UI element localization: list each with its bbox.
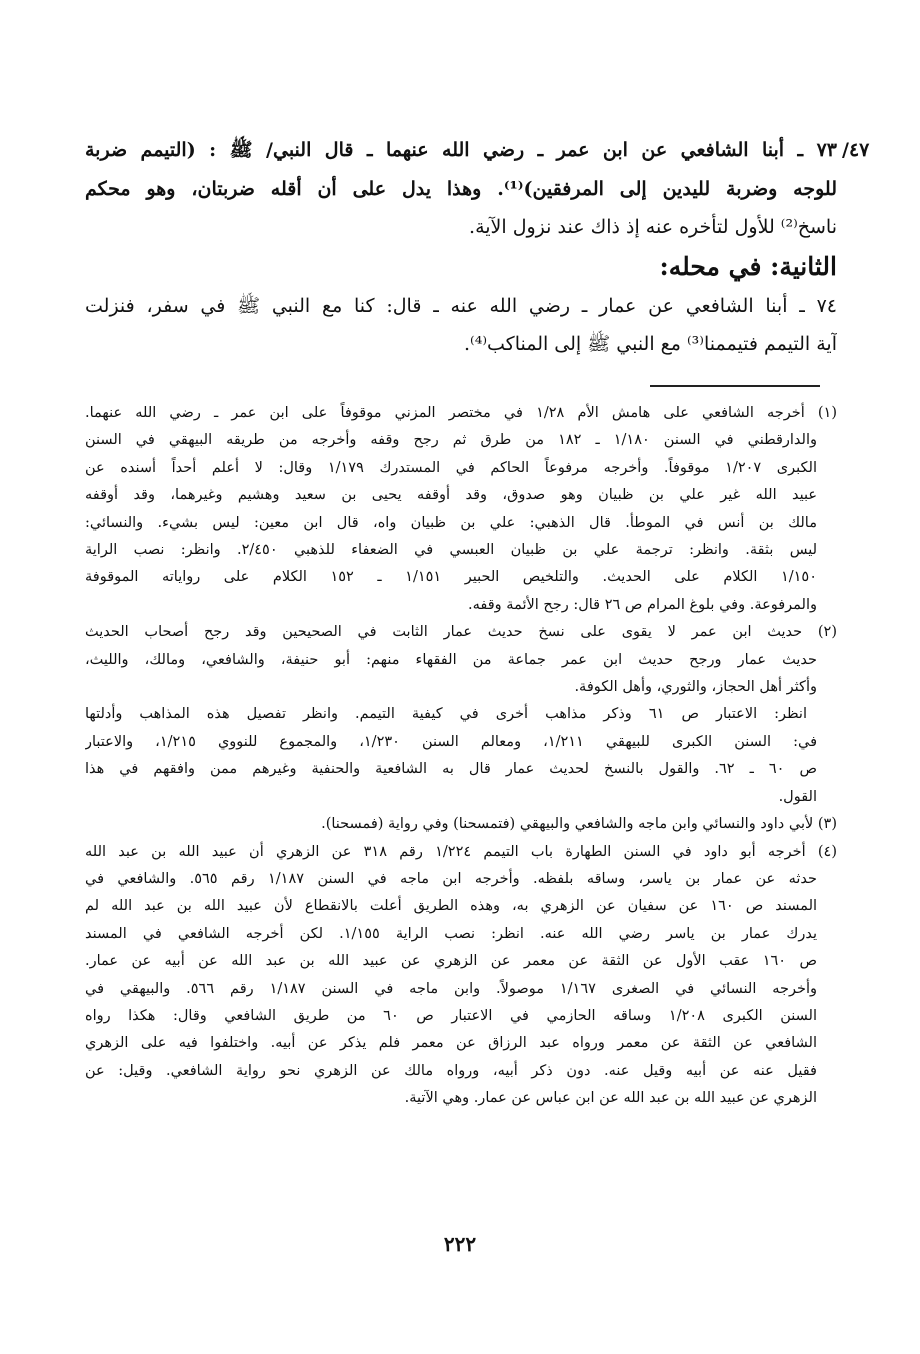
footnote-3 [85, 811, 837, 838]
footnote-1 [85, 400, 837, 619]
footnote-line: حدثه عن عمار بن ياسر، وساقه بلفظه. وأخرجه ابن ماجه في السنن ١/١٨٧ رقم ٥٦٥. والشافعي في [85, 870, 817, 887]
footnote-4 [85, 839, 837, 1113]
footnote-line: القول. [778, 788, 817, 805]
hadith-73-line: للوجه وضربة لليدين إلى المرفقين)⁽¹⁾. وهذا يدل على أن أقله ضربتان، وهو محكم [85, 177, 837, 200]
footnote-line: حديث عمار ورجح حديث ابن عمر جماعة من الفقهاء منهم: أبو حنيفة، والشافعي، ومالك، والليث، [85, 651, 817, 668]
footnote-separator [650, 385, 820, 387]
footnote-line: (١) أخرجه الشافعي على هامش الأم ١/٢٨ في مختصر المزني موقوفاً على ابن عمر ـ رضي الله عنهما. [85, 405, 837, 421]
footnote-line: فقيل عنه عن أبيه وقيل عنه. دون ذكر أبيه، ورواه مالك عن الزهري نحو رواية الشافعي. وقيل: عن [85, 1062, 817, 1079]
footnote-line: ليس بثقة. وانظر: ترجمة علي بن ظبيان العبسي في الضعفاء للذهبي ٢/٤٥٠. وانظر: نصب الراية [85, 542, 817, 559]
footnote-line: المسند ص ١٦٠ عن سفيان عن الزهري به، وهذه الطريق أعلت بالانقطاع لأن عبيد الله بن عبد الله لم [85, 898, 818, 915]
hadith-74-line: ٧٤ ـ أبنا الشافعي عن عمار ـ رضي الله عنه ـ قال: كنا مع النبي ﷺ في سفر، فنزلت [85, 294, 837, 317]
hadith-73-line: ناسخ⁽²⁾ للأول لتأخره عنه إذ ذاك عند نزول الآية. [469, 216, 837, 238]
footnote-line: انظر: الاعتبار ص ٦١ وذكر مذاهب أخرى في كيفية التيمم. وانظر تفصيل هذه المذاهب وأدلتها [85, 706, 807, 723]
margin-reference: ٤٧/ [842, 139, 870, 161]
footnote-line: السنن الكبرى ١/٢٠٨ وساقه الحازمي في الاعتبار ص ٦٠ من طريق الشافعي وقال: هكذا رواه [85, 1007, 817, 1024]
footnote-line: ص ١٦٠ عقب الأول عن الثقة عن معمر عن الزهري عن عبيد الله بن عبد الله عن أبيه عن عمار. [85, 953, 817, 970]
footnote-line: يدرك عمار بن ياسر رضي الله عنه. انظر: نصب الراية ١/١٥٥. لكن أخرجه الشافعي في المسند [85, 925, 817, 942]
footnote-line: الشافعي عن الثقة عن معمر ورواه عبد الرزاق عن معمر فلم يذكر عن أبيه. واختلفوا فيه على الزهري [85, 1035, 817, 1052]
footnote-line: في: السنن الكبرى للبيهقي ١/٢١١، ومعالم السنن ١/٢٣٠، والمجموع للنووي ١/٢١٥، والاعتبار [85, 733, 817, 750]
footnote-line: (٢) حديث ابن عمر لا يقوى على نسخ حديث عمار الثابت في الصحيحين وقد رجح أصحاب الحديث [85, 624, 837, 641]
hadith-73-line: ٧٣ ـ أبنا الشافعي عن ابن عمر ـ رضي الله عنهما ـ قال النبي/ ﷺ : (التيمم ضربة [85, 139, 837, 161]
footnote-line: (٣) لأبي داود والنسائي وابن ماجه والشافعي والبيهقي (فتمسحنا) وفي رواية (فمسحنا). [321, 816, 837, 833]
footnote-line: الزهري عن عبيد الله بن عبد الله عن ابن عباس عن عمار. وهي الآتية. [404, 1090, 817, 1107]
footnote-line: وأخرجه النسائي في الصغرى ١/١٦٧ موصولاً. وابن ماجه في السنن ١/١٨٧ رقم ٥٦٦. والبيهقي في [85, 980, 817, 997]
footnote-line: عبيد الله غير علي بن ظبيان وهو صدوق، وقد أوقفه يحيى بن سعيد وهشيم وغيرهما، وقد أوقفه [85, 487, 817, 504]
footnote-2 [85, 619, 837, 811]
main-text [85, 131, 837, 364]
footnote-line: ص ٦٠ ـ ٦٢. والقول بالنسخ لحديث عمار قال به الشافعية والحنفية وغيرهم ممن وافقهم في هذا [85, 761, 818, 778]
section-heading: الثانية: في محله: [659, 251, 837, 281]
footnote-line: والدارقطني في السنن ١/١٨٠ ـ ١٨٢ من طرق ثم رجح وقفه وأخرجه من طريقه البيهقي في السنن [85, 432, 817, 449]
footnotes [85, 400, 837, 1113]
footnote-line: مالك بن أنس في الموطأ. قال الذهبي: علي بن ظبيان واه، قال ابن معين: ليس بشيء. والنسائي: [85, 514, 817, 531]
footnote-line: (٤) أخرجه أبو داود في السنن الطهارة باب التيمم ١/٢٢٤ رقم ٣١٨ عن الزهري أن عبيد الله بن عبد الله [85, 843, 837, 860]
footnote-line: وأكثر أهل الحجاز، والثوري، وأهل الكوفة. [574, 679, 817, 696]
footnote-line: الكبرى ١/٢٠٧ موقوفاً. وأخرجه مرفوعاً الحاكم في المستدرك ١/١٧٩ وقال: لا أعلم أحداً أسنده عن [85, 459, 817, 476]
footnote-line: ١/١٥٠ الكلام على الحديث. والتلخيص الحبير ١/١٥١ ـ ١٥٢ الكلام على رواياته الموقوفة [85, 569, 818, 586]
footnote-line: والمرفوعة. وفي بلوغ المرام ص ٢٦ قال: رجح الأئمة وقفه. [468, 596, 817, 613]
page-number: ٢٢٢ [443, 1232, 477, 1256]
hadith-74-line: آية التيمم فتيممنا⁽³⁾ مع النبي ﷺ إلى المناكب⁽⁴⁾. [463, 333, 837, 355]
